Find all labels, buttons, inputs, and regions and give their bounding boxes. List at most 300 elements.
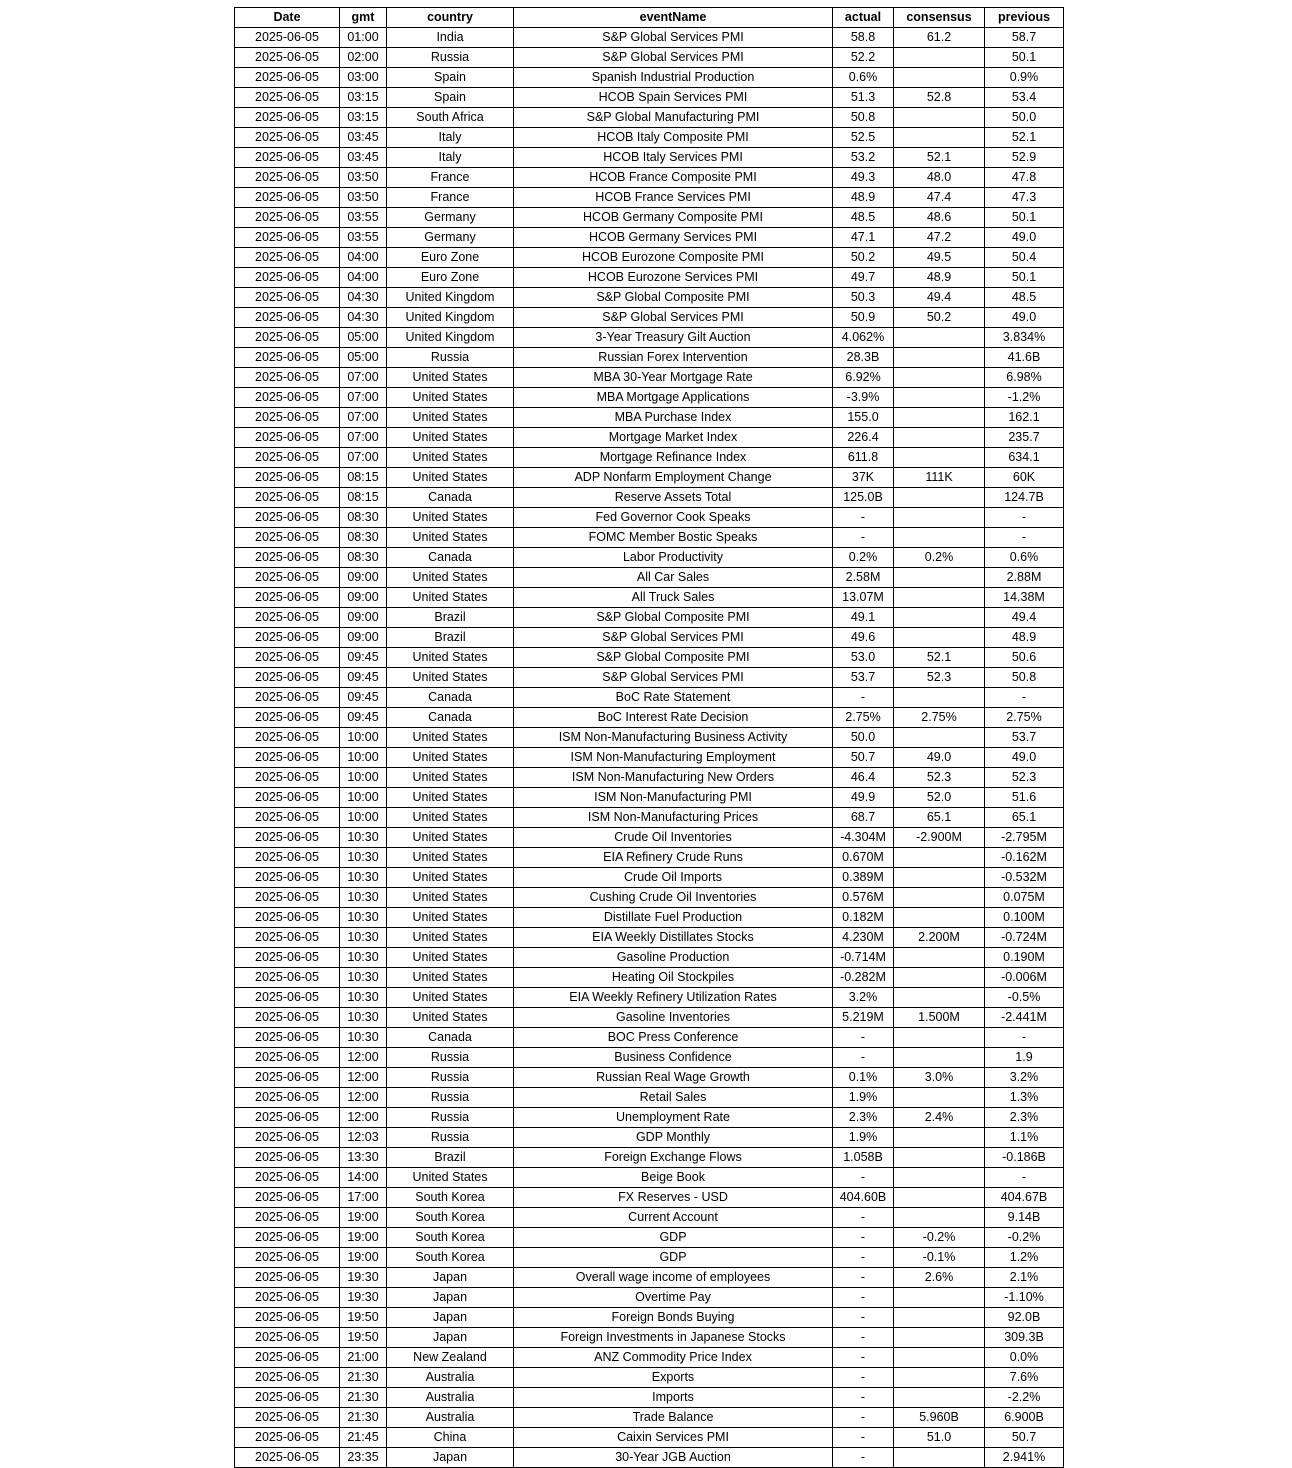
cell-actual: 49.9 xyxy=(833,788,894,808)
cell-actual: 53.7 xyxy=(833,668,894,688)
cell-date: 2025-06-05 xyxy=(235,588,340,608)
cell-previous: 53.4 xyxy=(985,88,1064,108)
table-row xyxy=(235,1168,1064,1188)
cell-gmt: 23:35 xyxy=(340,1448,387,1468)
cell-consensus xyxy=(894,1088,985,1108)
table-row xyxy=(235,168,1064,188)
cell-eventname: Gasoline Production xyxy=(514,948,833,968)
cell-consensus xyxy=(894,348,985,368)
column-header-eventname: eventName xyxy=(514,8,833,28)
cell-country: United States xyxy=(387,788,514,808)
cell-country: United States xyxy=(387,908,514,928)
table-row xyxy=(235,848,1064,868)
cell-gmt: 10:30 xyxy=(340,948,387,968)
column-header-consensus: consensus xyxy=(894,8,985,28)
cell-eventname: HCOB France Composite PMI xyxy=(514,168,833,188)
cell-actual: - xyxy=(833,1268,894,1288)
table-row xyxy=(235,68,1064,88)
cell-country: India xyxy=(387,28,514,48)
cell-actual: 49.3 xyxy=(833,168,894,188)
table-row xyxy=(235,1428,1064,1448)
cell-country: New Zealand xyxy=(387,1348,514,1368)
cell-country: Spain xyxy=(387,68,514,88)
cell-eventname: Gasoline Inventories xyxy=(514,1008,833,1028)
cell-date: 2025-06-05 xyxy=(235,1068,340,1088)
cell-gmt: 04:00 xyxy=(340,268,387,288)
cell-consensus xyxy=(894,1288,985,1308)
cell-actual: 49.7 xyxy=(833,268,894,288)
cell-previous: 0.0% xyxy=(985,1348,1064,1368)
cell-eventname: Russian Real Wage Growth xyxy=(514,1068,833,1088)
table-row xyxy=(235,748,1064,768)
cell-actual: 53.2 xyxy=(833,148,894,168)
cell-date: 2025-06-05 xyxy=(235,348,340,368)
cell-previous: - xyxy=(985,528,1064,548)
cell-actual: - xyxy=(833,1448,894,1468)
cell-country: South Korea xyxy=(387,1188,514,1208)
cell-previous: 2.1% xyxy=(985,1268,1064,1288)
cell-consensus: 2.200M xyxy=(894,928,985,948)
cell-eventname: BOC Press Conference xyxy=(514,1028,833,1048)
cell-previous: 58.7 xyxy=(985,28,1064,48)
column-header-actual: actual xyxy=(833,8,894,28)
cell-eventname: FOMC Member Bostic Speaks xyxy=(514,528,833,548)
table-row xyxy=(235,188,1064,208)
table-row xyxy=(235,868,1064,888)
cell-previous: - xyxy=(985,688,1064,708)
cell-actual: 611.8 xyxy=(833,448,894,468)
cell-eventname: Overtime Pay xyxy=(514,1288,833,1308)
cell-country: France xyxy=(387,188,514,208)
cell-country: South Korea xyxy=(387,1248,514,1268)
cell-eventname: EIA Refinery Crude Runs xyxy=(514,848,833,868)
cell-previous: 2.941% xyxy=(985,1448,1064,1468)
cell-gmt: 10:00 xyxy=(340,808,387,828)
cell-country: South Korea xyxy=(387,1228,514,1248)
cell-gmt: 13:30 xyxy=(340,1148,387,1168)
cell-actual: - xyxy=(833,1328,894,1348)
cell-consensus xyxy=(894,608,985,628)
cell-date: 2025-06-05 xyxy=(235,68,340,88)
table-row xyxy=(235,1248,1064,1268)
cell-date: 2025-06-05 xyxy=(235,1348,340,1368)
cell-gmt: 14:00 xyxy=(340,1168,387,1188)
cell-country: Japan xyxy=(387,1448,514,1468)
cell-gmt: 07:00 xyxy=(340,448,387,468)
table-row xyxy=(235,1408,1064,1428)
cell-actual: 49.1 xyxy=(833,608,894,628)
cell-eventname: S&P Global Services PMI xyxy=(514,668,833,688)
cell-date: 2025-06-05 xyxy=(235,1268,340,1288)
cell-date: 2025-06-05 xyxy=(235,368,340,388)
cell-country: Euro Zone xyxy=(387,248,514,268)
cell-date: 2025-06-05 xyxy=(235,808,340,828)
cell-date: 2025-06-05 xyxy=(235,608,340,628)
cell-actual: 47.1 xyxy=(833,228,894,248)
cell-previous: 50.8 xyxy=(985,668,1064,688)
table-row xyxy=(235,1448,1064,1468)
cell-actual: - xyxy=(833,508,894,528)
cell-gmt: 21:30 xyxy=(340,1388,387,1408)
cell-actual: 4.062% xyxy=(833,328,894,348)
cell-date: 2025-06-05 xyxy=(235,1128,340,1148)
cell-eventname: S&P Global Services PMI xyxy=(514,28,833,48)
cell-previous: 124.7B xyxy=(985,488,1064,508)
cell-eventname: S&P Global Composite PMI xyxy=(514,608,833,628)
cell-actual: 50.7 xyxy=(833,748,894,768)
cell-consensus xyxy=(894,1448,985,1468)
cell-gmt: 21:30 xyxy=(340,1408,387,1428)
cell-previous: 1.3% xyxy=(985,1088,1064,1108)
cell-consensus xyxy=(894,1368,985,1388)
cell-eventname: MBA Mortgage Applications xyxy=(514,388,833,408)
cell-gmt: 19:50 xyxy=(340,1308,387,1328)
cell-actual: - xyxy=(833,1208,894,1228)
cell-previous: 2.88M xyxy=(985,568,1064,588)
cell-country: United States xyxy=(387,468,514,488)
cell-country: Japan xyxy=(387,1328,514,1348)
cell-country: Canada xyxy=(387,488,514,508)
cell-previous: -0.724M xyxy=(985,928,1064,948)
cell-date: 2025-06-05 xyxy=(235,648,340,668)
cell-consensus xyxy=(894,428,985,448)
cell-eventname: Exports xyxy=(514,1368,833,1388)
cell-consensus: 52.1 xyxy=(894,148,985,168)
cell-gmt: 02:00 xyxy=(340,48,387,68)
cell-gmt: 09:45 xyxy=(340,668,387,688)
cell-eventname: GDP xyxy=(514,1248,833,1268)
cell-eventname: Foreign Investments in Japanese Stocks xyxy=(514,1328,833,1348)
cell-previous: 0.075M xyxy=(985,888,1064,908)
cell-country: United States xyxy=(387,428,514,448)
cell-previous: 404.67B xyxy=(985,1188,1064,1208)
cell-eventname: Trade Balance xyxy=(514,1408,833,1428)
cell-gmt: 10:30 xyxy=(340,908,387,928)
table-row xyxy=(235,1008,1064,1028)
cell-gmt: 19:30 xyxy=(340,1288,387,1308)
cell-gmt: 10:30 xyxy=(340,1028,387,1048)
cell-date: 2025-06-05 xyxy=(235,968,340,988)
cell-eventname: Distillate Fuel Production xyxy=(514,908,833,928)
cell-previous: 0.190M xyxy=(985,948,1064,968)
cell-eventname: Reserve Assets Total xyxy=(514,488,833,508)
cell-previous: 47.3 xyxy=(985,188,1064,208)
cell-consensus xyxy=(894,1308,985,1328)
cell-eventname: MBA 30-Year Mortgage Rate xyxy=(514,368,833,388)
cell-gmt: 04:30 xyxy=(340,288,387,308)
cell-consensus xyxy=(894,588,985,608)
cell-actual: 50.9 xyxy=(833,308,894,328)
cell-gmt: 09:00 xyxy=(340,608,387,628)
table-row xyxy=(235,428,1064,448)
cell-country: Russia xyxy=(387,1048,514,1068)
cell-consensus xyxy=(894,328,985,348)
cell-eventname: MBA Purchase Index xyxy=(514,408,833,428)
cell-date: 2025-06-05 xyxy=(235,528,340,548)
cell-consensus xyxy=(894,948,985,968)
table-row xyxy=(235,1088,1064,1108)
cell-previous: 9.14B xyxy=(985,1208,1064,1228)
cell-eventname: All Car Sales xyxy=(514,568,833,588)
cell-eventname: 30-Year JGB Auction xyxy=(514,1448,833,1468)
cell-eventname: ISM Non-Manufacturing Employment xyxy=(514,748,833,768)
cell-previous: 50.1 xyxy=(985,268,1064,288)
table-row xyxy=(235,668,1064,688)
table-row xyxy=(235,1268,1064,1288)
cell-previous: -0.5% xyxy=(985,988,1064,1008)
cell-eventname: Crude Oil Inventories xyxy=(514,828,833,848)
cell-date: 2025-06-05 xyxy=(235,888,340,908)
cell-date: 2025-06-05 xyxy=(235,388,340,408)
cell-previous: 1.1% xyxy=(985,1128,1064,1148)
cell-gmt: 07:00 xyxy=(340,408,387,428)
cell-date: 2025-06-05 xyxy=(235,408,340,428)
cell-country: United States xyxy=(387,588,514,608)
cell-previous: 49.0 xyxy=(985,748,1064,768)
table-row xyxy=(235,88,1064,108)
cell-actual: - xyxy=(833,1368,894,1388)
cell-previous: 48.9 xyxy=(985,628,1064,648)
cell-eventname: All Truck Sales xyxy=(514,588,833,608)
cell-consensus xyxy=(894,848,985,868)
cell-date: 2025-06-05 xyxy=(235,248,340,268)
cell-gmt: 19:00 xyxy=(340,1248,387,1268)
cell-previous: 6.900B xyxy=(985,1408,1064,1428)
cell-country: Japan xyxy=(387,1288,514,1308)
cell-gmt: 09:00 xyxy=(340,588,387,608)
cell-consensus: 51.0 xyxy=(894,1428,985,1448)
table-row xyxy=(235,1208,1064,1228)
cell-gmt: 08:15 xyxy=(340,488,387,508)
cell-country: United States xyxy=(387,868,514,888)
cell-consensus xyxy=(894,1128,985,1148)
cell-consensus xyxy=(894,968,985,988)
cell-gmt: 03:45 xyxy=(340,128,387,148)
cell-date: 2025-06-05 xyxy=(235,1048,340,1068)
table-row xyxy=(235,1128,1064,1148)
cell-consensus: 49.5 xyxy=(894,248,985,268)
cell-consensus xyxy=(894,1388,985,1408)
cell-actual: 125.0B xyxy=(833,488,894,508)
cell-consensus xyxy=(894,568,985,588)
cell-actual: 1.9% xyxy=(833,1128,894,1148)
column-header-country: country xyxy=(387,8,514,28)
cell-previous: -1.10% xyxy=(985,1288,1064,1308)
cell-gmt: 10:00 xyxy=(340,768,387,788)
cell-actual: 0.6% xyxy=(833,68,894,88)
cell-gmt: 03:15 xyxy=(340,108,387,128)
cell-gmt: 12:00 xyxy=(340,1068,387,1088)
table-row xyxy=(235,1048,1064,1068)
cell-consensus: 111K xyxy=(894,468,985,488)
cell-eventname: Mortgage Market Index xyxy=(514,428,833,448)
cell-country: United States xyxy=(387,848,514,868)
cell-eventname: Foreign Bonds Buying xyxy=(514,1308,833,1328)
cell-gmt: 10:30 xyxy=(340,988,387,1008)
cell-previous: -0.186B xyxy=(985,1148,1064,1168)
cell-previous: 52.1 xyxy=(985,128,1064,148)
cell-previous: -1.2% xyxy=(985,388,1064,408)
cell-gmt: 03:55 xyxy=(340,208,387,228)
cell-date: 2025-06-05 xyxy=(235,1408,340,1428)
cell-eventname: ISM Non-Manufacturing Prices xyxy=(514,808,833,828)
cell-country: Russia xyxy=(387,1108,514,1128)
cell-actual: -4.304M xyxy=(833,828,894,848)
table-row xyxy=(235,1188,1064,1208)
table-header-row xyxy=(235,8,1064,28)
cell-country: Germany xyxy=(387,228,514,248)
cell-previous: 1.9 xyxy=(985,1048,1064,1068)
cell-actual: 155.0 xyxy=(833,408,894,428)
cell-gmt: 19:00 xyxy=(340,1208,387,1228)
cell-previous: 14.38M xyxy=(985,588,1064,608)
cell-date: 2025-06-05 xyxy=(235,668,340,688)
cell-date: 2025-06-05 xyxy=(235,268,340,288)
cell-consensus: 52.3 xyxy=(894,768,985,788)
cell-country: Russia xyxy=(387,1128,514,1148)
cell-actual: 58.8 xyxy=(833,28,894,48)
cell-eventname: GDP Monthly xyxy=(514,1128,833,1148)
cell-eventname: Imports xyxy=(514,1388,833,1408)
cell-date: 2025-06-05 xyxy=(235,708,340,728)
cell-country: United States xyxy=(387,648,514,668)
cell-consensus xyxy=(894,1048,985,1068)
table-row xyxy=(235,28,1064,48)
cell-date: 2025-06-05 xyxy=(235,428,340,448)
cell-gmt: 10:30 xyxy=(340,968,387,988)
cell-country: Italy xyxy=(387,128,514,148)
table-row xyxy=(235,1288,1064,1308)
cell-eventname: Business Confidence xyxy=(514,1048,833,1068)
cell-date: 2025-06-05 xyxy=(235,1308,340,1328)
cell-actual: 3.2% xyxy=(833,988,894,1008)
cell-previous: 3.2% xyxy=(985,1068,1064,1088)
cell-consensus xyxy=(894,408,985,428)
cell-actual: 51.3 xyxy=(833,88,894,108)
cell-consensus: -0.2% xyxy=(894,1228,985,1248)
table-row xyxy=(235,908,1064,928)
cell-consensus xyxy=(894,128,985,148)
cell-consensus: 2.6% xyxy=(894,1268,985,1288)
cell-consensus: 65.1 xyxy=(894,808,985,828)
cell-date: 2025-06-05 xyxy=(235,88,340,108)
cell-previous: 52.9 xyxy=(985,148,1064,168)
cell-consensus: 50.2 xyxy=(894,308,985,328)
cell-actual: - xyxy=(833,1288,894,1308)
cell-actual: 46.4 xyxy=(833,768,894,788)
cell-actual: 0.2% xyxy=(833,548,894,568)
cell-eventname: HCOB Spain Services PMI xyxy=(514,88,833,108)
cell-previous: 49.4 xyxy=(985,608,1064,628)
cell-eventname: Labor Productivity xyxy=(514,548,833,568)
table-row xyxy=(235,828,1064,848)
table-row xyxy=(235,968,1064,988)
cell-eventname: Russian Forex Intervention xyxy=(514,348,833,368)
cell-date: 2025-06-05 xyxy=(235,1448,340,1468)
economic-calendar-table xyxy=(234,7,1064,1468)
cell-date: 2025-06-05 xyxy=(235,1008,340,1028)
cell-previous: 50.6 xyxy=(985,648,1064,668)
table-row xyxy=(235,608,1064,628)
cell-eventname: BoC Rate Statement xyxy=(514,688,833,708)
cell-eventname: Cushing Crude Oil Inventories xyxy=(514,888,833,908)
cell-previous: 0.100M xyxy=(985,908,1064,928)
cell-previous: 162.1 xyxy=(985,408,1064,428)
cell-actual: - xyxy=(833,1248,894,1268)
cell-actual: 6.92% xyxy=(833,368,894,388)
column-header-gmt: gmt xyxy=(340,8,387,28)
cell-date: 2025-06-05 xyxy=(235,288,340,308)
cell-actual: 37K xyxy=(833,468,894,488)
cell-eventname: S&P Global Services PMI xyxy=(514,628,833,648)
table-row xyxy=(235,788,1064,808)
cell-consensus: 52.8 xyxy=(894,88,985,108)
cell-gmt: 04:30 xyxy=(340,308,387,328)
cell-actual: 0.576M xyxy=(833,888,894,908)
cell-gmt: 08:30 xyxy=(340,508,387,528)
cell-previous: 3.834% xyxy=(985,328,1064,348)
cell-actual: - xyxy=(833,688,894,708)
cell-country: Russia xyxy=(387,1088,514,1108)
cell-country: United States xyxy=(387,388,514,408)
cell-country: United States xyxy=(387,408,514,428)
cell-gmt: 21:00 xyxy=(340,1348,387,1368)
cell-consensus xyxy=(894,528,985,548)
table-row xyxy=(235,48,1064,68)
cell-consensus: 52.1 xyxy=(894,648,985,668)
cell-eventname: HCOB Germany Composite PMI xyxy=(514,208,833,228)
cell-consensus: 1.500M xyxy=(894,1008,985,1028)
cell-gmt: 08:15 xyxy=(340,468,387,488)
cell-country: Canada xyxy=(387,688,514,708)
cell-gmt: 03:45 xyxy=(340,148,387,168)
cell-date: 2025-06-05 xyxy=(235,168,340,188)
cell-gmt: 10:30 xyxy=(340,868,387,888)
cell-country: United States xyxy=(387,888,514,908)
cell-previous: 634.1 xyxy=(985,448,1064,468)
cell-previous: - xyxy=(985,1028,1064,1048)
cell-consensus xyxy=(894,388,985,408)
cell-gmt: 12:03 xyxy=(340,1128,387,1148)
cell-country: Italy xyxy=(387,148,514,168)
cell-date: 2025-06-05 xyxy=(235,208,340,228)
cell-actual: 50.2 xyxy=(833,248,894,268)
table-row xyxy=(235,708,1064,728)
cell-previous: - xyxy=(985,508,1064,528)
cell-actual: - xyxy=(833,1308,894,1328)
cell-date: 2025-06-05 xyxy=(235,988,340,1008)
cell-consensus: 52.0 xyxy=(894,788,985,808)
cell-eventname: 3-Year Treasury Gilt Auction xyxy=(514,328,833,348)
cell-previous: - xyxy=(985,1168,1064,1188)
cell-eventname: BoC Interest Rate Decision xyxy=(514,708,833,728)
cell-date: 2025-06-05 xyxy=(235,568,340,588)
cell-consensus: 0.2% xyxy=(894,548,985,568)
cell-gmt: 09:45 xyxy=(340,708,387,728)
table-row xyxy=(235,688,1064,708)
cell-eventname: Fed Governor Cook Speaks xyxy=(514,508,833,528)
cell-actual: 404.60B xyxy=(833,1188,894,1208)
cell-consensus xyxy=(894,888,985,908)
cell-eventname: Heating Oil Stockpiles xyxy=(514,968,833,988)
cell-actual: 2.75% xyxy=(833,708,894,728)
cell-country: South Korea xyxy=(387,1208,514,1228)
cell-previous: 50.0 xyxy=(985,108,1064,128)
cell-eventname: ANZ Commodity Price Index xyxy=(514,1348,833,1368)
cell-consensus: 48.0 xyxy=(894,168,985,188)
cell-consensus: 3.0% xyxy=(894,1068,985,1088)
cell-country: Brazil xyxy=(387,608,514,628)
